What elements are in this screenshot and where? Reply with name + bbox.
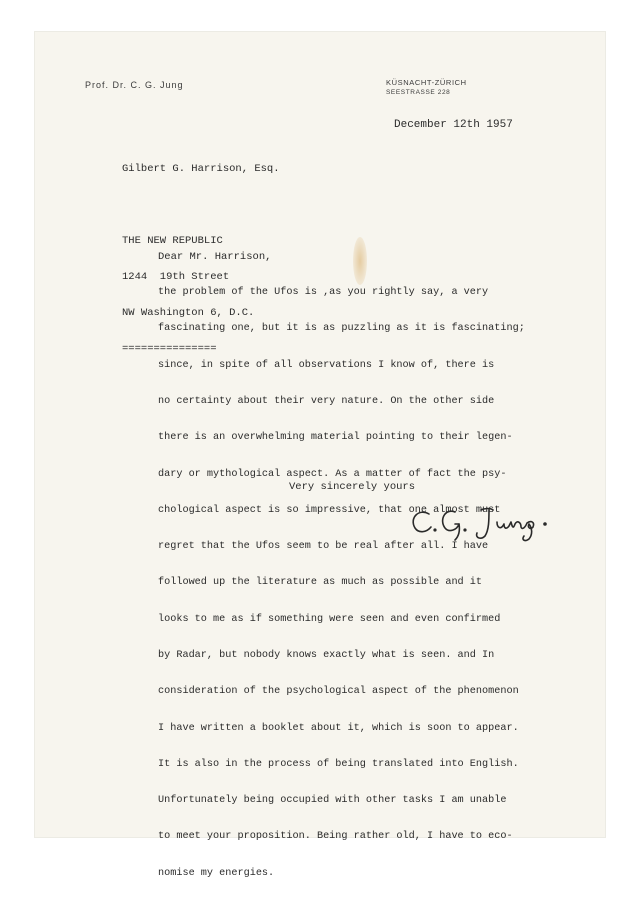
body-line: since, in spite of all observations I know of, there is <box>158 359 495 371</box>
body-line: by Radar, but nobody knows exactly what is seen. and In <box>158 650 495 661</box>
body-line: consideration of the psychological aspect of the phenomenon <box>158 686 519 698</box>
body-line: to meet your proposition. Being rather old, I have to eco- <box>158 831 513 843</box>
body-line: the problem of the Ufos is ,as you rightly say, a very <box>158 287 489 299</box>
body-line: regret that the Ufos seem to be real after all. I have <box>158 541 489 553</box>
addressee-org: THE NEW REPUBLIC <box>122 235 223 247</box>
body-line: I have written a booklet about it, which is soon to appear. <box>158 722 519 734</box>
body-line: there is an overwhelming material pointing to their legen- <box>158 432 513 444</box>
body-line: Unfortunately being occupied with other tasks I am unable <box>158 795 507 807</box>
salutation: Dear Mr. Harrison, <box>158 251 272 263</box>
body-line: chological aspect is so impressive, that one almost must <box>158 504 501 516</box>
closing: Very sincerely yours <box>289 481 416 493</box>
letterhead-name: Prof. Dr. C. G. Jung <box>85 80 184 90</box>
addressee-rule: =============== <box>122 343 217 355</box>
handwritten-signature <box>405 500 565 542</box>
addressee-city: NW Washington 6, D.C. <box>122 307 255 319</box>
letter-body <box>158 263 588 904</box>
body-line: followed up the literature as much as possible and it <box>158 577 483 589</box>
body-line: no certainty about their very nature. On the other side <box>158 396 495 408</box>
addressee-name: Gilbert G. Harrison, Esq. <box>122 163 280 175</box>
body-line: nomise my energies. <box>158 867 275 879</box>
body-line: fascinating one, but it is as puzzling as it is fascinating; <box>158 323 525 335</box>
letterhead-city: KÜSNACHT-ZÜRICH <box>386 78 467 87</box>
letter-date: December 12th 1957 <box>394 119 513 131</box>
addressee-street: 1244 19th Street <box>122 271 230 283</box>
body-line: It is also in the process of being translated into English. <box>158 758 519 770</box>
letterhead-address <box>386 78 467 98</box>
body-line: dary or mythological aspect. As a matter of fact the psy- <box>158 468 507 480</box>
body-line: looks to me as if something were seen and even confirmed <box>158 613 501 625</box>
letterhead-street: SEESTRASSE 228 <box>386 89 451 96</box>
